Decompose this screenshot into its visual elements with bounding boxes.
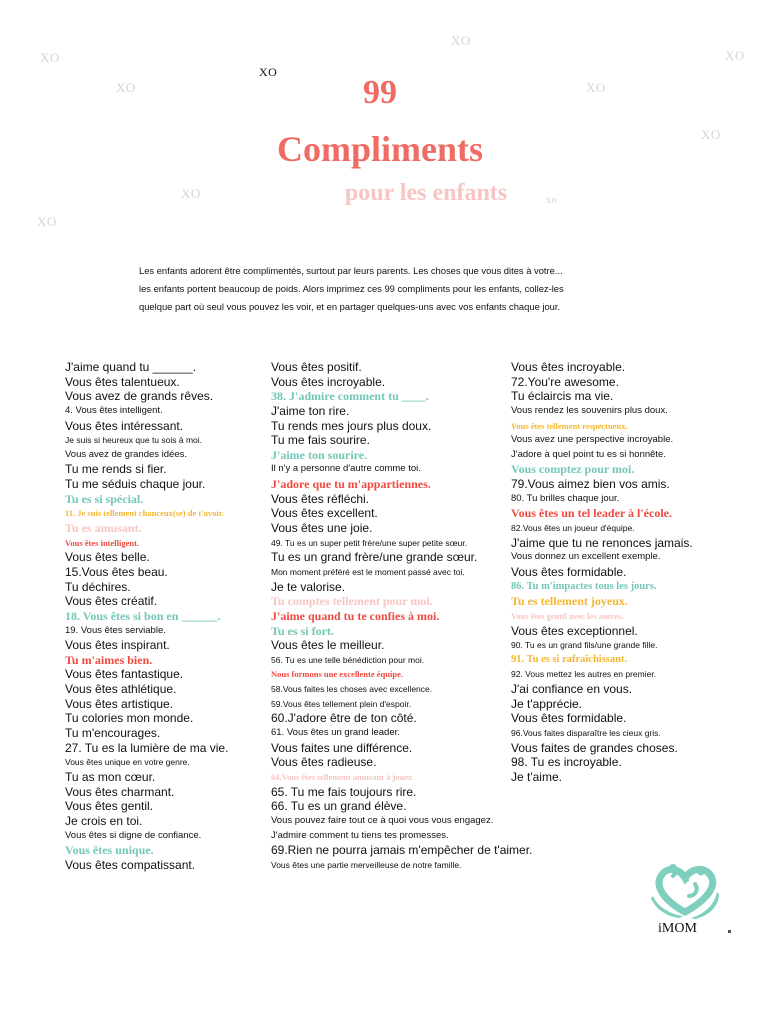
xo-decoration: XO [451, 33, 471, 48]
compliment-item: Vous êtes gentil. [65, 799, 154, 814]
xo-decoration: XO [725, 48, 745, 63]
compliment-item: Je crois en toi. [65, 813, 143, 828]
compliments-column-3 [511, 360, 751, 785]
compliment-item: Vous êtes talentueux. [65, 374, 180, 389]
compliment-item: 19. Vous êtes serviable. [65, 624, 166, 636]
xo-decoration: XO [40, 50, 60, 65]
compliment-item: 69.Rien ne pourra jamais m'empêcher de t'aimer. [271, 843, 533, 858]
compliment-item: J'aime que tu ne renonces jamais. [511, 535, 693, 550]
compliment-item: Vous êtes réfléchi. [271, 491, 370, 506]
compliment-item: Vous êtes un tel leader à l'école. [511, 506, 672, 521]
compliment-item: 56. Tu es une telle bénédiction pour moi. [271, 654, 425, 665]
compliment-item: Nous formons une excellente équipe. [271, 669, 403, 680]
xo-decoration: XO [586, 80, 606, 95]
compliment-item: Tu me fais sourire. [271, 433, 370, 448]
compliment-item: 18. Vous êtes si bon en ______. [65, 608, 221, 623]
compliment-item: Vous êtes incroyable. [511, 360, 626, 374]
compliment-item: 61. Vous êtes un grand leader. [271, 727, 400, 739]
compliment-item: Vous avez une perspective incroyable. [511, 434, 674, 446]
compliment-item: Vous êtes unique. [65, 843, 154, 858]
compliment-item: J'aime quand tu te confies à moi. [271, 608, 440, 623]
page-title: Compliments [277, 129, 483, 169]
compliment-item: 49. Tu es un super petit frère/une super petite sœur. [271, 537, 468, 548]
compliment-item: Tu es un grand frère/une grande sœur. [271, 550, 478, 565]
compliment-item: Tu me rends si fier. [65, 462, 167, 477]
compliment-item: Il n'y a personne d'autre comme toi. [271, 463, 421, 475]
compliment-item: Tu as mon cœur. [65, 769, 156, 784]
xo-decoration: XO [259, 65, 278, 79]
compliment-item: 4. Vous êtes intelligent. [65, 404, 163, 416]
compliment-item: Vous êtes radieuse. [271, 755, 377, 770]
intro-paragraph [139, 262, 639, 316]
compliment-item: Vous êtes créatif. [65, 594, 158, 609]
compliment-item: 60.J'adore être de ton côté. [271, 711, 417, 726]
imom-logo [649, 856, 721, 920]
compliment-item: 92. Vous mettez les autres en premier. [511, 669, 657, 680]
compliment-item: Je te valorise. [271, 579, 346, 594]
compliment-item: J'ai confiance en vous. [511, 682, 633, 697]
compliment-item: Vous êtes tellement respectueux. [511, 420, 628, 431]
compliment-item: Tu me séduis chaque jour. [65, 477, 206, 492]
compliment-item: Vous êtes compatissant. [65, 857, 196, 872]
compliment-item: Vous comptez pour moi. [511, 462, 635, 477]
compliment-item: 27. Tu es la lumière de ma vie. [65, 740, 229, 755]
compliment-item: 82.Vous êtes un joueur d'équipe. [511, 523, 635, 534]
compliment-item: Vous êtes unique en votre genre. [65, 757, 190, 768]
compliment-item: Tu déchires. [65, 579, 131, 594]
compliment-item: Vous donnez un excellent exemple. [511, 551, 661, 563]
intro-line: les enfants portent beaucoup de poids. Alors imprimez ces 99 compliments pour les enfants, collez-les [139, 283, 564, 294]
compliment-item: Tu éclaircis ma vie. [511, 389, 614, 404]
compliment-item: Vous avez de grands rêves. [65, 389, 214, 404]
title-number: 99 [363, 74, 397, 111]
compliment-item: Vous pouvez faire tout ce à quoi vous vous engagez. [271, 814, 494, 826]
compliment-item: Tu m'encourages. [65, 726, 161, 741]
page-subtitle: pour les enfants [344, 180, 508, 206]
compliment-item: Vous êtes une joie. [271, 521, 373, 536]
compliment-item: Vous êtes le meilleur. [271, 638, 385, 653]
compliment-item: 11. Je suis tellement chanceux(se) de t'avoir. [65, 508, 224, 519]
compliment-item: 91. Tu es si rafraîchissant. [511, 653, 628, 665]
compliment-item: Vous êtes intelligent. [65, 537, 140, 548]
intro-line: quelque part où seul vous pouvez les voir, et en partager quelques-uns avec vos enfants chaque jour. [139, 301, 561, 312]
compliment-item: Tu es si spécial. [65, 491, 144, 506]
heart-family-logo-icon [649, 856, 721, 920]
xo-decoration: XO [37, 214, 57, 229]
logo-text: iMOM [658, 921, 697, 936]
compliment-item: J'aime quand tu ______. [65, 360, 197, 374]
compliment-item: Tu rends mes jours plus doux. [271, 418, 432, 433]
compliment-item: Vous êtes charmant. [65, 784, 175, 799]
compliment-item: J'adore à quel point tu es si honnête. [511, 448, 666, 460]
compliment-item: Vous êtes positif. [271, 360, 362, 374]
compliment-item: Vous êtes formidable. [511, 711, 627, 726]
compliment-item: 79.Vous aimez bien vos amis. [511, 477, 670, 492]
compliment-item: 80. Tu brilles chaque jour. [511, 492, 620, 504]
compliment-item: 15.Vous êtes beau. [65, 564, 168, 579]
compliment-item: Vous êtes excellent. [271, 506, 378, 521]
logo-dot [728, 930, 731, 933]
compliment-item: Vous êtes inspirant. [65, 638, 170, 653]
compliment-item: Vous avez de grandes idées. [65, 448, 188, 460]
compliment-item: 96.Vous faites disparaître les cieux gris. [511, 728, 661, 739]
xo-decoration: xo [546, 195, 557, 206]
compliment-item: Vous êtes athlétique. [65, 682, 177, 697]
xo-decoration: XO [701, 127, 721, 142]
xo-decoration: XO [181, 186, 201, 201]
xo-decoration: XO [116, 80, 136, 95]
compliment-item: Mon moment préféré est le moment passé avec toi. [271, 566, 465, 577]
compliment-item: Tu colories mon monde. [65, 711, 194, 726]
compliment-item: J'aime ton sourire. [271, 447, 368, 462]
compliment-item: 59.Vous êtes tellement plein d'espoir. [271, 698, 412, 709]
compliment-item: J'adore que tu m'appartiennes. [271, 477, 431, 492]
compliment-item: 86. Tu m'impactes tous les jours. [511, 580, 657, 592]
compliment-item: Tu comptes tellement pour moi. [271, 594, 433, 609]
intro-line: Les enfants adorent être complimentés, surtout par leurs parents. Les choses que vous dites à votre... [139, 265, 563, 276]
compliment-item: Tu m'aimes bien. [65, 652, 153, 667]
compliment-item: 98. Tu es incroyable. [511, 755, 622, 770]
compliment-item: Vous êtes gentil avec les autres. [511, 610, 624, 621]
compliment-item: Vous êtes exceptionnel. [511, 623, 638, 638]
compliment-item: J'admire comment tu tiens tes promesses. [271, 829, 449, 841]
compliment-item: Vous faites de grandes choses. [511, 740, 678, 755]
compliment-item: 38. J'admire comment tu ____. [271, 389, 429, 404]
compliment-item: Vous êtes si digne de confiance. [65, 829, 202, 841]
compliment-item: J'aime ton rire. [271, 403, 350, 418]
compliment-item: Vous êtes une partie merveilleuse de notre famille. [271, 859, 462, 870]
compliment-item: 58.Vous faites les choses avec excellence. [271, 684, 433, 695]
compliments-column-2 [271, 360, 533, 872]
compliment-item: Tu es amusant. [65, 521, 142, 536]
compliment-item: Je suis si heureux que tu sois à moi. [65, 435, 203, 446]
compliment-item: Tu es si fort. [271, 623, 334, 638]
compliment-item: Tu es tellement joyeux. [511, 594, 628, 609]
compliment-item: Vous êtes formidable. [511, 564, 627, 579]
compliment-item: Je t'apprécie. [511, 696, 582, 711]
compliment-item: Vous êtes belle. [65, 550, 150, 565]
compliment-item: 72.You're awesome. [511, 374, 619, 389]
compliment-item: Vous êtes incroyable. [271, 374, 386, 389]
compliment-item: Vous faites une différence. [271, 740, 413, 755]
compliment-item: 66. Tu es un grand élève. [271, 799, 407, 814]
compliment-item: Vous rendez les souvenirs plus doux. [511, 404, 668, 416]
compliment-item: Vous êtes fantastique. [65, 667, 184, 682]
compliment-item: Vous êtes artistique. [65, 696, 174, 711]
compliments-column-1 [65, 360, 265, 872]
compliment-item: Je t'aime. [511, 769, 562, 784]
compliment-item: 90. Tu es un grand fils/une grande fille. [511, 640, 658, 651]
compliment-item: Vous êtes intéressant. [65, 418, 184, 433]
compliment-item: 65. Tu me fais toujours rire. [271, 784, 417, 799]
compliment-item: 64.Vous êtes tellement amusant à jouer. [271, 771, 414, 782]
